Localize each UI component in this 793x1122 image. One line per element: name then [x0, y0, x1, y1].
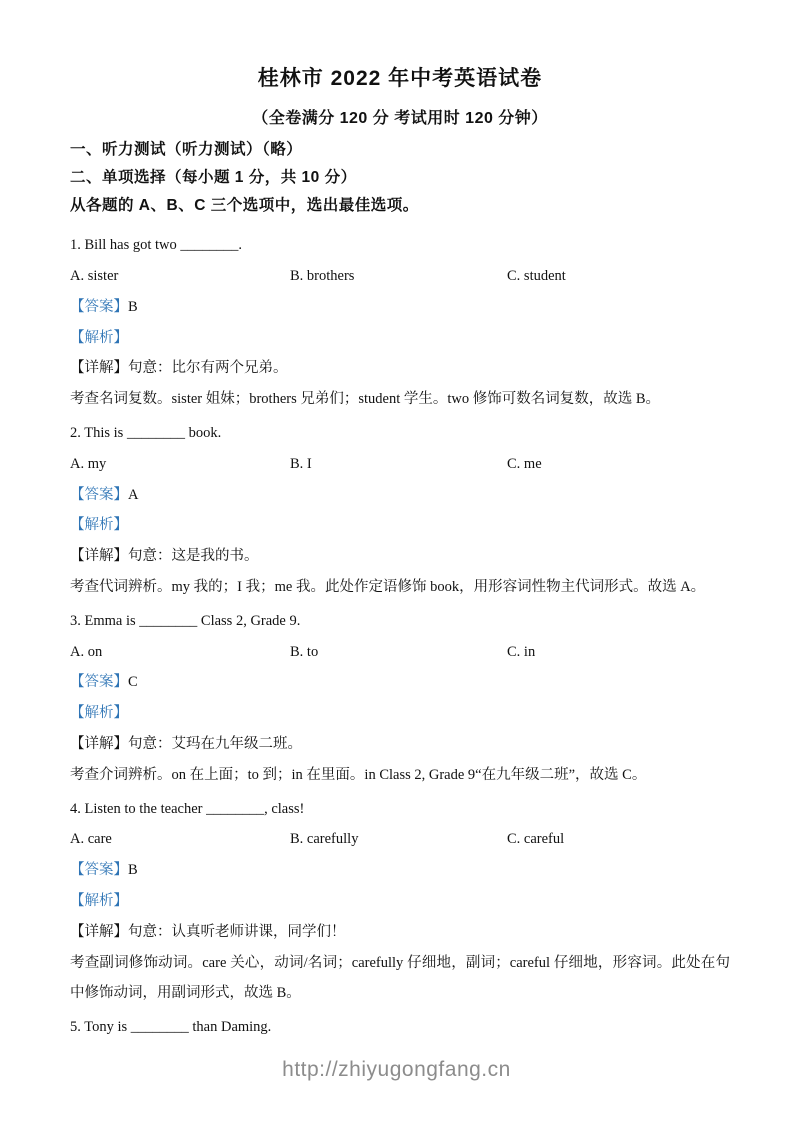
- analysis-text: 考查副词修饰动词。care 关心，动词/名词；carefully 仔细地，副词；careful 仔细地，形容词。此处在句中修饰动词，用副词形式，故选 B。: [70, 954, 730, 1002]
- questions-list: [70, 230, 730, 1043]
- option-c: C. in: [507, 643, 536, 660]
- analysis-label: 【解析】: [70, 329, 128, 346]
- section-instruction: 从各题的 A、B、C 三个选项中，选出最佳选项。: [70, 197, 419, 215]
- answer-value: A: [128, 486, 139, 503]
- watermark-url: http://zhiyugongfang.cn: [282, 1058, 511, 1081]
- answer-label: 【答案】: [70, 298, 128, 315]
- detail-line: 【详解】句意：比尔有两个兄弟。: [70, 360, 288, 377]
- question-4: [70, 794, 730, 1010]
- analysis-label: 【解析】: [70, 517, 128, 534]
- answer-value: B: [128, 298, 138, 315]
- page-title: 桂林市 2022 年中考英语试卷: [257, 67, 543, 90]
- answer-value: B: [128, 862, 138, 879]
- option-a: A. care: [70, 831, 112, 848]
- option-a: A. on: [70, 643, 103, 660]
- question-5: [70, 1012, 730, 1043]
- question-options: [70, 449, 730, 480]
- section-choice-heading: 二、单项选择（每小题 1 分，共 10 分）: [70, 169, 357, 187]
- answer-label: 【答案】: [70, 486, 128, 503]
- answer-line: [70, 855, 730, 886]
- answer-label: 【答案】: [70, 862, 128, 879]
- analysis-text: 考查名词复数。sister 姐妹；brothers 兄弟们；student 学生。two 修饰可数名词复数，故选 B。: [70, 391, 661, 408]
- analysis-label: 【解析】: [70, 705, 128, 722]
- option-c: C. student: [507, 268, 566, 285]
- option-b: B. I: [290, 455, 312, 472]
- option-b: B. to: [290, 643, 319, 660]
- detail-line: 【详解】句意：这是我的书。: [70, 548, 259, 565]
- question-2: [70, 418, 730, 603]
- option-b: B. carefully: [290, 831, 359, 848]
- question-options: [70, 637, 730, 668]
- option-a: A. sister: [70, 268, 119, 285]
- analysis-text: 考查介词辨析。on 在上面；to 到；in 在里面。in Class 2, Grade 9“在九年级二班”，故选 C。: [70, 766, 647, 783]
- answer-value: C: [128, 674, 138, 691]
- answer-label: 【答案】: [70, 674, 128, 691]
- answer-line: [70, 480, 730, 511]
- question-options: [70, 261, 730, 292]
- page-subtitle: （全卷满分 120 分 考试用时 120 分钟）: [252, 110, 548, 128]
- question-stem: 2. This is ________ book.: [70, 425, 222, 442]
- option-b: B. brothers: [290, 268, 355, 285]
- detail-line: 【详解】句意：艾玛在九年级二班。: [70, 736, 302, 752]
- analysis-text: 考查代词辨析。my 我的；I 我；me 我。此处作定语修饰 book，用形容词性物主代词形式。故选 A。: [70, 579, 706, 596]
- option-c: C. me: [507, 455, 542, 472]
- answer-line: [70, 667, 730, 698]
- question-1: [70, 230, 730, 415]
- option-c: C. careful: [507, 831, 565, 848]
- question-stem: 4. Listen to the teacher ________, class!: [70, 800, 305, 817]
- question-stem: 3. Emma is ________ Class 2, Grade 9.: [70, 612, 301, 629]
- detail-line: 【详解】句意：认真听老师讲课，同学们！: [70, 923, 346, 940]
- question-stem: 1. Bill has got two ________.: [70, 237, 242, 254]
- answer-line: [70, 292, 730, 323]
- section-listening-heading: 一、听力测试（听力测试）（略）: [70, 141, 303, 159]
- question-options: [70, 824, 730, 855]
- analysis-label: 【解析】: [70, 892, 128, 909]
- question-stem: 5. Tony is ________ than Daming.: [70, 1019, 272, 1036]
- question-3: [70, 606, 730, 791]
- option-a: A. my: [70, 455, 107, 472]
